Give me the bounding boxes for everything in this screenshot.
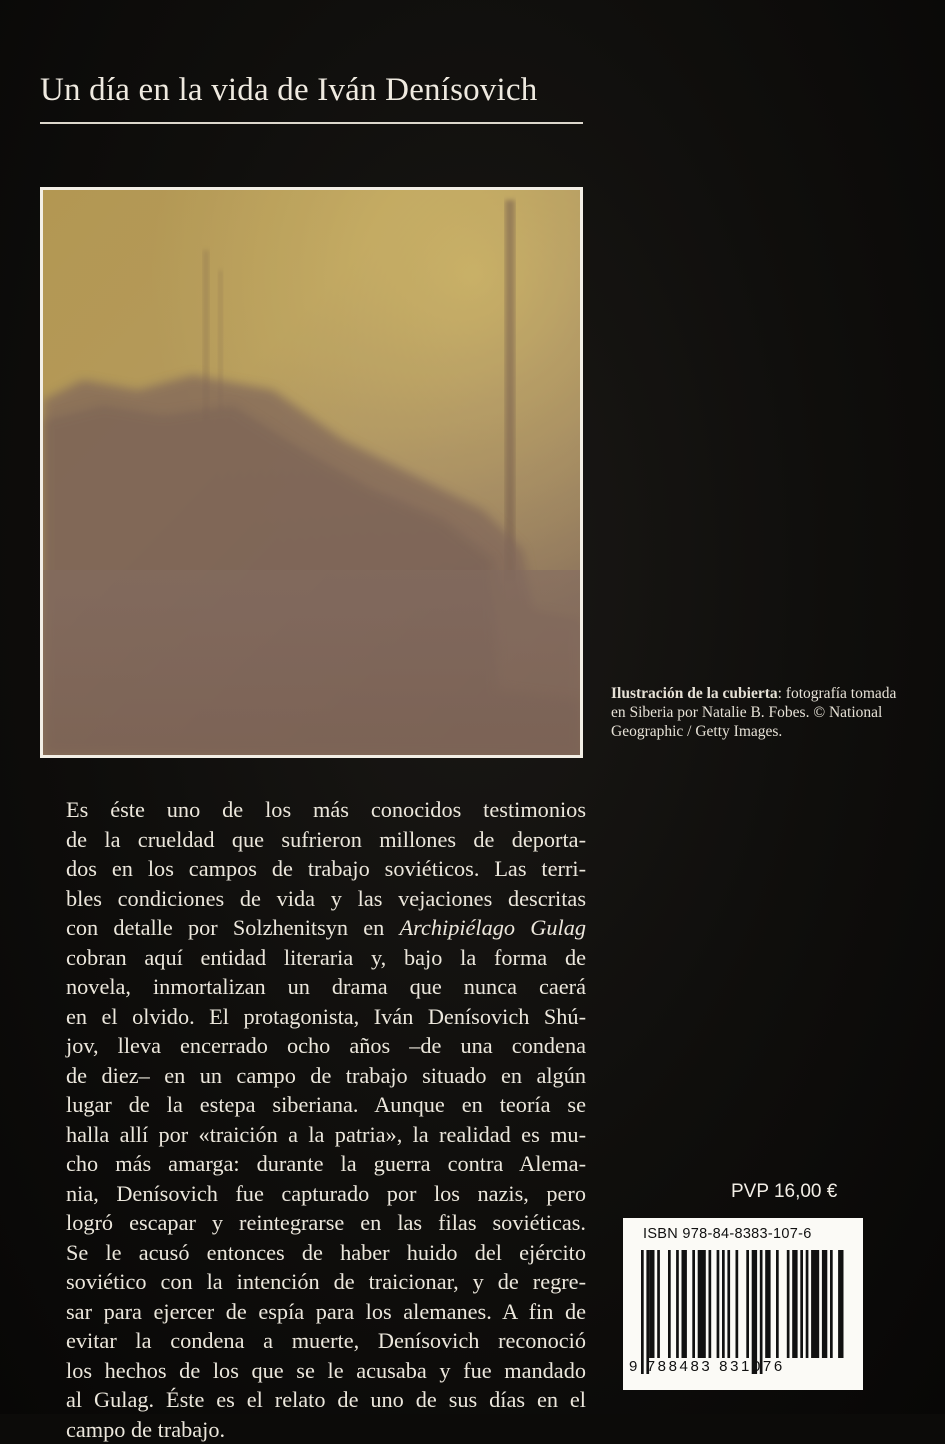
- barcode-bar: [736, 1250, 739, 1358]
- synopsis-line: cho más amarga: durante la guerra contra Alema-: [66, 1149, 586, 1179]
- synopsis-line: Es éste uno de los más conocidos testimonios: [66, 795, 586, 825]
- synopsis-line: bles condiciones de vida y las vejaciones descritas: [66, 884, 586, 914]
- barcode-bar: [746, 1250, 749, 1358]
- synopsis-line: novela, inmortalizan un drama que nunca caerá: [66, 972, 586, 1002]
- barcode-digits: 9 788483 831076: [629, 1358, 857, 1375]
- barcode-bar: [641, 1250, 644, 1374]
- retail-price: PVP 16,00 €: [731, 1181, 837, 1203]
- barcode-bar: [760, 1250, 763, 1374]
- synopsis-line: logró escapar y reintegrarse en las filas soviéticas.: [66, 1208, 586, 1238]
- synopsis-line: jov, lleva encerrado ocho años –de una condena: [66, 1031, 586, 1061]
- synopsis-line: lugar de la estepa siberiana. Aunque en teoría se: [66, 1090, 586, 1120]
- synopsis-line: en el olvido. El protagonista, Iván Denísovich Shú-: [66, 1002, 586, 1032]
- synopsis-line: los hechos de los que se le acusaba y fue mandado: [66, 1356, 586, 1386]
- barcode-bar: [792, 1250, 797, 1358]
- synopsis-line: dos en los campos de trabajo soviéticos. Las terri-: [66, 854, 586, 884]
- barcode-bar: [668, 1250, 671, 1358]
- barcode-bar: [682, 1250, 687, 1358]
- title-underline: [40, 122, 583, 124]
- book-reference-italic: Archipiélago Gulag: [399, 915, 586, 940]
- synopsis-line: halla allí por «traición a la patria», la realidad es mu-: [66, 1120, 586, 1150]
- barcode-bar: [838, 1250, 843, 1358]
- synopsis-line-text: con detalle por Solzhenitsyn en: [66, 915, 384, 940]
- barcode-bar: [646, 1250, 649, 1374]
- synopsis-line: cobran aquí entidad literaria y, bajo la forma de: [66, 943, 586, 973]
- barcode-bar: [717, 1250, 720, 1358]
- barcode-bar: [811, 1250, 819, 1358]
- synopsis-line: nia, Denísovich fue capturado por los nazis, pero: [66, 1179, 586, 1209]
- barcode-icon: [637, 1250, 849, 1374]
- synopsis-line: soviético con la intención de traicionar, y de regre-: [66, 1267, 586, 1297]
- barcode-bar: [822, 1250, 827, 1358]
- barcode-bar: [709, 1250, 712, 1358]
- synopsis-line: Se le acusó entonces de haber huido del ejército: [66, 1238, 586, 1268]
- synopsis-line: al Gulag. Éste es el relato de uno de sus días en el: [66, 1385, 586, 1415]
- barcode-bar: [657, 1250, 660, 1358]
- barcode-bar: [676, 1250, 679, 1358]
- synopsis-line: campo de trabajo.: [66, 1415, 586, 1444]
- barcode-bar: [649, 1250, 654, 1358]
- synopsis-line-with-italic: [66, 913, 586, 943]
- synopsis-line: sar para ejercer de espía para los alemanes. A fin de: [66, 1297, 586, 1327]
- foggy-landscape-image: [43, 190, 580, 755]
- isbn-barcode-panel: [623, 1218, 863, 1390]
- barcode-bar: [692, 1250, 695, 1358]
- barcode-bar: [752, 1250, 757, 1374]
- barcode-bar: [722, 1250, 725, 1358]
- barcode-bar: [765, 1250, 770, 1358]
- barcode-bar: [698, 1250, 706, 1358]
- synopsis-line: de diez– en un campo de trabajo situado en algún: [66, 1061, 586, 1091]
- isbn-label: ISBN 978-84-8383-107-6: [643, 1226, 812, 1242]
- barcode-bar: [830, 1250, 833, 1358]
- barcode-bar: [787, 1250, 790, 1358]
- barcode-bar: [806, 1250, 809, 1358]
- synopsis-line: evitar la condena a muerte, Denísovich reconoció: [66, 1326, 586, 1356]
- book-title: Un día en la vida de Iván Denísovich: [40, 72, 537, 109]
- caption-text: : fotografía tomada en Siberia por Natalie B. Fobes. © National Geographic / Getty Images.: [611, 685, 896, 740]
- synopsis-text: [66, 795, 586, 1444]
- caption-label: Ilustración de la cubierta: [611, 685, 778, 702]
- cover-illustration-caption: [611, 684, 901, 741]
- cover-photo: [40, 187, 583, 758]
- synopsis-line: de la crueldad que sufrieron millones de deporta-: [66, 825, 586, 855]
- barcode-bar: [800, 1250, 803, 1358]
- barcode-bar: [727, 1250, 730, 1358]
- barcode-bar: [776, 1250, 779, 1358]
